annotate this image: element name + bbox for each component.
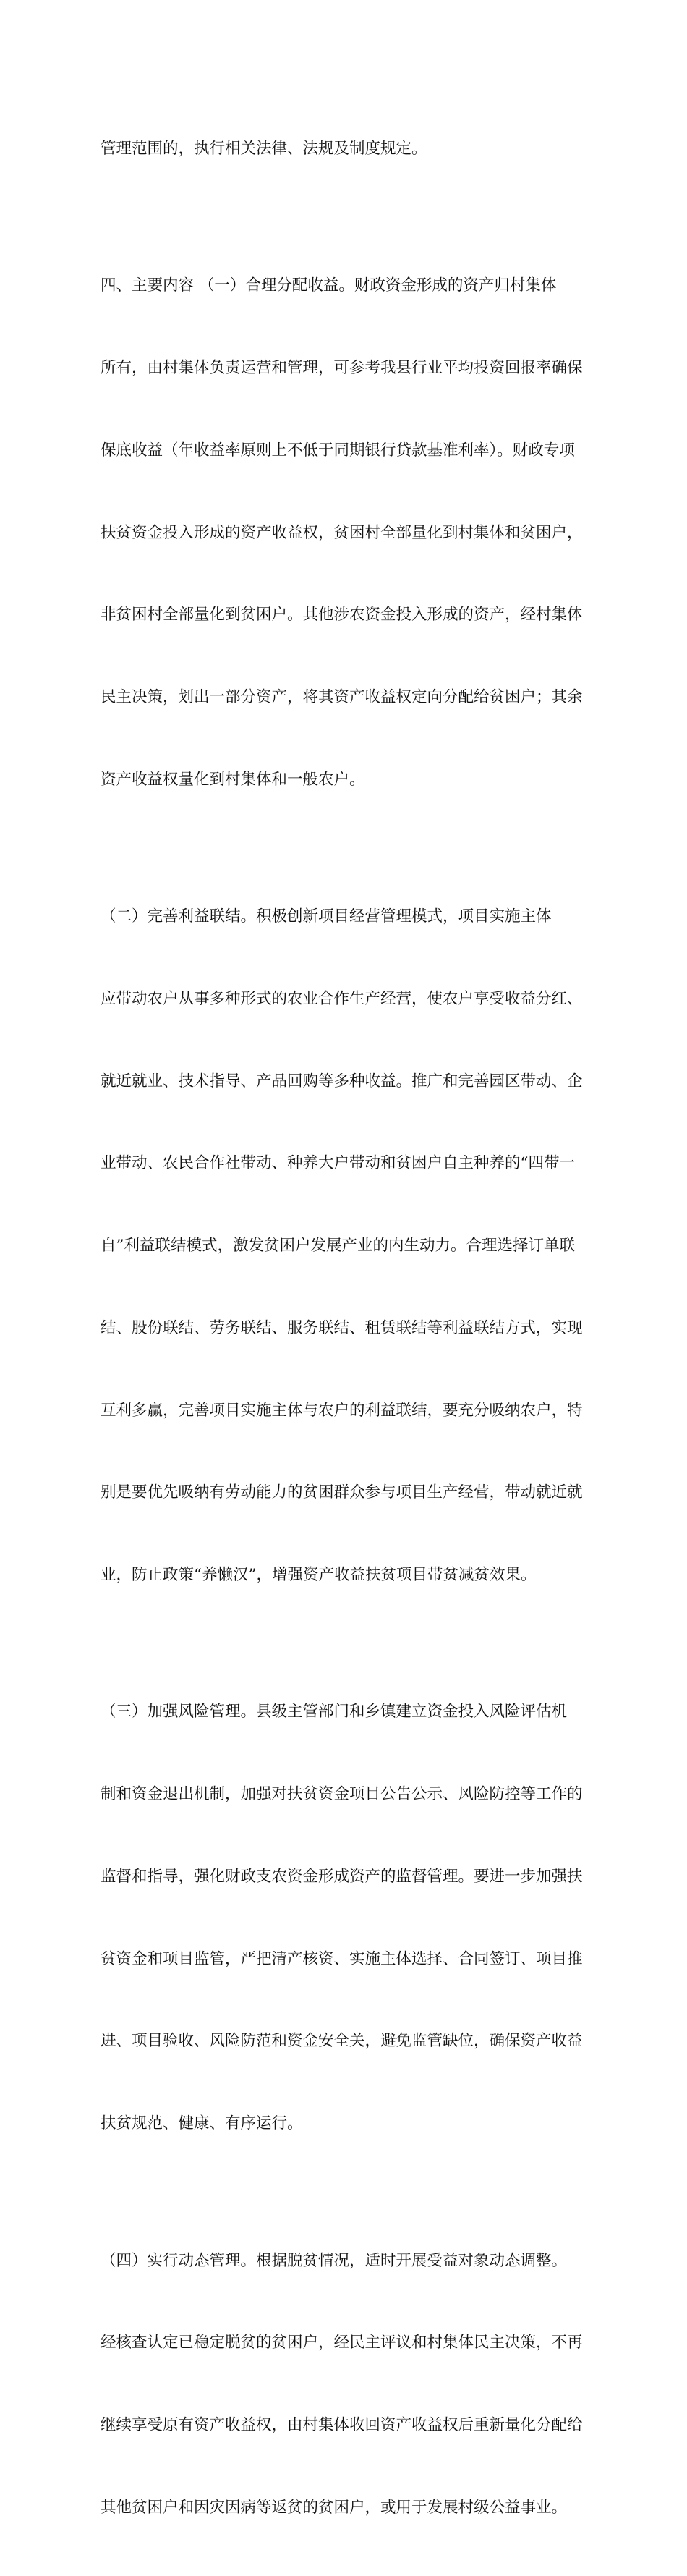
text-line: 资产收益权量化到村集体和一般农户。	[101, 770, 365, 789]
text-line: 监督和指导，强化财政支农资金形成资产的监督管理。要进一步加强扶	[101, 1867, 583, 1886]
paragraph-scope-clause	[101, 80, 592, 218]
text-line: 扶贫资金投入形成的资产收益权，贫困村全部量化到村集体和贫困户，	[101, 523, 583, 542]
paragraph-interest-linkage	[101, 848, 592, 1643]
text-line: 扶贫规范、健康、有序运行。	[101, 2114, 303, 2133]
text-line: 保底收益（年收益率原则上不低于同期银行贷款基准利率）。财政专项	[101, 441, 575, 459]
text-line: （三）加强风险管理。县级主管部门和乡镇建立资金投入风险评估机	[101, 1703, 568, 1721]
text-line: 管理范围的，执行相关法律、法规及制度规定。	[101, 139, 427, 158]
text-line: （四）实行动态管理。根据脱贫情况，适时开展受益对象动态调整。	[101, 2251, 568, 2270]
text-line: 自”利益联结模式，激发贫困户发展产业的内生动力。合理选择订单联	[101, 1237, 575, 1255]
text-line: 应带动农户从事多种形式的农业合作生产经营，使农户享受收益分红、	[101, 989, 583, 1008]
text-line: 制和资金退出机制，加强对扶贫资金项目公告公示、风险防控等工作的	[101, 1785, 583, 1804]
paragraph-risk-management	[101, 1644, 592, 2192]
text-line: 别是要优先吸纳有劳动能力的贫困群众参与项目生产经营，带动就近就	[101, 1483, 583, 1502]
text-line: 贫资金和项目监管，严把清产核资、实施主体选择、合同签订、项目推	[101, 1949, 583, 1968]
text-line: 进、项目验收、风险防范和资金安全关，避免监管缺位，确保资产收益	[101, 2032, 583, 2051]
text-line: 结、股份联结、劳务联结、服务联结、租赁联结等利益联结方式，实现	[101, 1318, 583, 1337]
text-line: 经核查认定已稳定脱贫的贫困户，经民主评议和村集体民主决策，不再	[101, 2334, 583, 2352]
text-line: 业带动、农民合作社带动、种养大户带动和贫困户自主种养的“四带一	[101, 1154, 575, 1173]
text-line: 业，防止政策“养懒汉”，增强资产收益扶贫项目带贫减贫效果。	[101, 1565, 537, 1584]
paragraph-main-content-income	[101, 218, 592, 849]
document-body	[101, 80, 592, 2576]
text-line: 其他贫困户和因灾因病等返贫的贫困户，或用于发展村级公益事业。	[101, 2498, 568, 2517]
text-line: 民主决策，划出一部分资产，将其资产收益权定向分配给贫困户；其余	[101, 687, 583, 706]
text-line: 所有，由村集体负责运营和管理，可参考我县行业平均投资回报率确保	[101, 359, 583, 378]
text-line: 非贫困村全部量化到贫困户。其他涉农资金投入形成的资产，经村集体	[101, 606, 583, 624]
text-line: （二）完善利益联结。积极创新项目经营管理模式，项目实施主体	[101, 907, 552, 926]
text-line: 四、主要内容 （一）合理分配收益。财政资金形成的资产归村集体	[101, 276, 557, 295]
text-line: 互利多赢，完善项目实施主体与农户的利益联结，要充分吸纳农户，特	[101, 1401, 583, 1420]
text-line: 就近就业、技术指导、产品回购等多种收益。推广和完善园区带动、企	[101, 1072, 583, 1090]
text-line: 继续享受原有资产收益权，由村集体收回资产收益权后重新量化分配给	[101, 2416, 583, 2435]
paragraph-dynamic-management	[101, 2192, 592, 2576]
